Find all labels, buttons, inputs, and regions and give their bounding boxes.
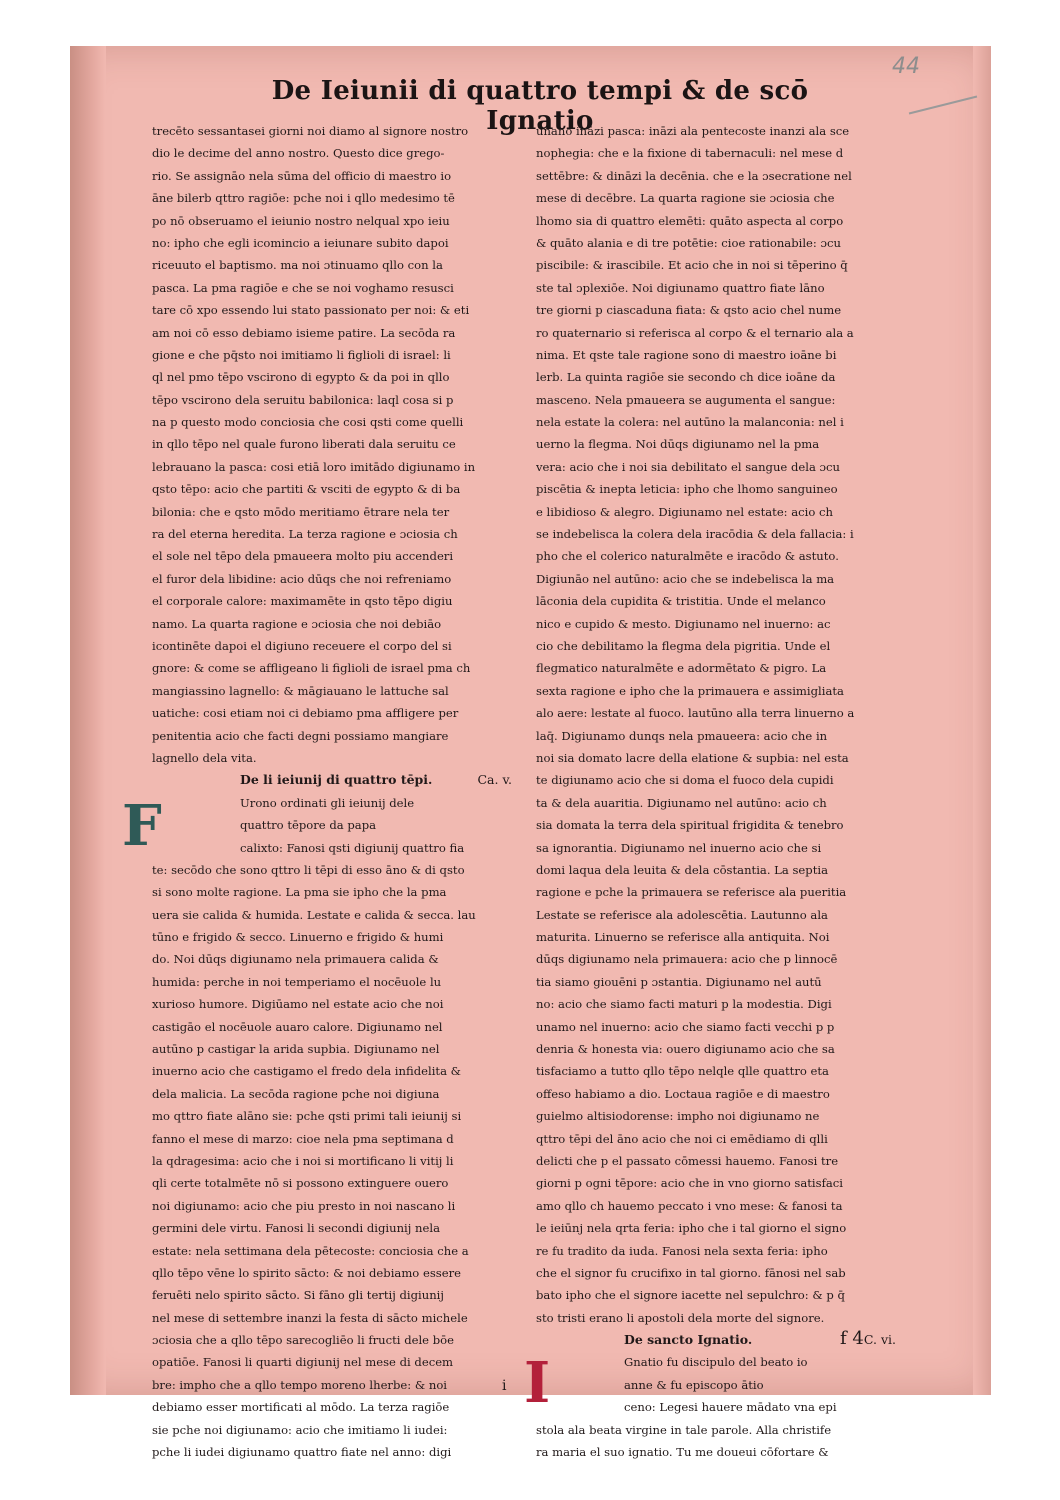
text-line: tare cō xpo essendo lui stato passionato per noi: & eti [152, 303, 470, 318]
text-line: vera: acio che i noi sia debilitato el sangue dela ɔcu [536, 459, 841, 474]
text-line: domi laqua dela leuita & dela cōstantia. La septia [536, 862, 828, 877]
text-line: guielmo altisiodorense: impho noi digiunamo ne [536, 1109, 820, 1124]
text-line: nela estate la colera: nel autūno la malanconia: nel i [536, 415, 844, 430]
text-line: quattro tēpore da papa [240, 818, 377, 833]
left-column-text [152, 120, 512, 769]
text-line: uerno la flegma. Noi dūqs digiunamo nel la pma [536, 437, 820, 452]
pencil-mark [909, 96, 977, 115]
text-line: tēpo vscirono dela seruitu babilonica: laql cosa si p [152, 392, 454, 407]
text-line: icontinēte dapoi el digiuno receuere el corpo del si [152, 638, 452, 653]
text-line: le ieiūnj nela qrta feria: ipho che i tal giorno el signo [536, 1221, 847, 1236]
text-line: & quāto alania e di tre potētie: cioe rationabile: ɔcu [536, 235, 841, 250]
signature-mark: f 4 [840, 1328, 864, 1349]
text-line: Gnatio fu discipulo del beato io [624, 1355, 808, 1370]
text-line: mo qttro fiate alāno sie: pche qsti primi tali ieiunij si [152, 1109, 462, 1124]
initial-block-f [122, 792, 512, 859]
text-line: sto tristi erano li apostoli dela morte del signore. [536, 1310, 825, 1325]
text-line: debiamo esser mortificati al mōdo. La terza ragiōe [152, 1400, 450, 1415]
text-line: tisfaciamo a tutto qllo tēpo nelqle qlle quattro eta [536, 1064, 829, 1079]
text-line: ragione e pche la primauera se referisce ala pueritia [536, 885, 847, 900]
text-line: opatiōe. Fanosi li quarti digiunij nel mese di decem [152, 1355, 454, 1370]
text-line: no: ipho che egli icomincio a ieiunare subito dapoi [152, 235, 449, 250]
text-line: gione e che pq̄sto noi imitiamo li figlioli di israel: li [152, 347, 451, 362]
text-line: sexta ragione e ipho che la primauera e assimigliata [536, 683, 844, 698]
text-line: nico e cupido & mesto. Digiunamo nel inuerno: ac [536, 616, 831, 631]
text-line: ste tal ɔplexiōe. Noi digiunamo quattro fiate lāno [536, 280, 825, 295]
text-line: delicti che p el passato cōmessi hauemo. Fanosi tre [536, 1153, 839, 1168]
text-line: maturita. Linuerno se referisce alla antiquita. Noi [536, 930, 830, 945]
text-line: offeso habiamo a dio. Loctaua ragiōe e di maestro [536, 1086, 830, 1101]
text-line: tia siamo giouēni p ɔstantia. Digiunamo nel autū [536, 974, 822, 989]
text-line: laq̄. Digiunamo dunqs nela pmaueera: acio che in [536, 728, 828, 743]
text-line: ɔciosia che a qllo tēpo sarecogliēo li fructi dele bōe [152, 1333, 454, 1348]
text-line: stola ala beata virgine in tale parole. Alla christife [536, 1422, 832, 1437]
chapter-heading-v [152, 769, 512, 791]
text-line: ceno: Legesi hauere mādato vna epi [624, 1400, 837, 1415]
text-line: namo. La quarta ragione e ɔciosia che noi debiāo [152, 616, 442, 631]
text-line: castigāo el nocēuole auaro calore. Digiunamo nel [152, 1019, 443, 1034]
text-line: fanno el mese di marzo: cioe nela pma septimana d [152, 1131, 454, 1146]
text-line: lāconia dela cupidita & tristitia. Unde el melanco [536, 594, 826, 609]
text-line: riceuuto el baptismo. ma noi ɔtinuamo qllo con la [152, 258, 443, 273]
text-line: cio che debilitamo la flegma dela pigritia. Unde el [536, 638, 831, 653]
left-column [122, 120, 512, 1463]
text-line: piscētia & inepta leticia: ipho che lhomo sanguineo [536, 482, 838, 497]
chapter-number: Ca. v. [477, 772, 512, 788]
text-line: sie pche noi digiunamo: acio che imitiamo li iudei: [152, 1422, 448, 1437]
text-line: tūno e frigido & secco. Linuerno e frigido & humi [152, 930, 444, 945]
text-line: el furor dela libidine: acio dūqs che noi refreniamo [152, 571, 452, 586]
text-line: sia domata la terra dela spiritual frigidita & tenebro [536, 818, 844, 833]
text-line: Urono ordinati gli ieiunij dele [240, 795, 415, 810]
decorated-initial: I [524, 1350, 551, 1417]
text-line: calixto: Fanosi qsti digiunij quattro fia [240, 840, 465, 855]
text-line: feruēti nelo spirito sācto. Si fāno gli tertij digiunij [152, 1288, 444, 1303]
text-line: bre: impho che a qllo tempo moreno lherbe: & noi [152, 1377, 448, 1392]
text-line: nophegia: che e la fixione di tabernaculi: nel mese d [536, 146, 844, 161]
text-line: la qdragesima: acio che i noi si mortificano li vitij li [152, 1153, 454, 1168]
text-line: dela malicia. La secōda ragione pche noi digiuna [152, 1086, 440, 1101]
text-line: mangiassino lagnello: & māgiauano le lattuche sal [152, 683, 449, 698]
chapter-title: De sancto Ignatio. [624, 1332, 753, 1348]
text-line: gnore: & come se affligeano li figlioli de israel pma ch [152, 661, 471, 676]
text-line: flegmatico naturalmēte e adormētato & pigro. La [536, 661, 827, 676]
right-column-text [536, 120, 896, 1329]
pencil-folio-number: 44 [892, 54, 920, 79]
text-line: uera sie calida & humida. Lestate e calida & secca. lau [152, 907, 476, 922]
text-line: autūno p castigar la arida supbia. Digiunamo nel [152, 1042, 440, 1057]
text-line: rio. Se assignāo nela sūma del officio di maestro io [152, 168, 452, 183]
text-line: lebrauano la pasca: cosi etiā loro imitādo digiunamo in [152, 459, 476, 474]
text-line: settēbre: & dināzi la decēnia. che e la ɔsecratione nel [536, 168, 852, 183]
text-line: penitentia acio che facti degni possiamo mangiare [152, 728, 449, 743]
text-line: unamo nel inuerno: acio che siamo facti vecchi p p [536, 1019, 835, 1034]
text-line: no: acio che siamo facti maturi p la modestia. Digi [536, 997, 832, 1012]
text-line: nima. Et qste tale ragione sono di maestro ioāne bi [536, 347, 837, 362]
page-binding [70, 46, 106, 1395]
text-line: trecēto sessantasei giorni noi diamo al signore nostro [152, 124, 469, 138]
running-header: De Ieiunii di quattro tempi & de scō Ignatio [271, 76, 809, 136]
text-line: ra del eterna heredita. La terza ragione e ɔciosia ch [152, 527, 458, 542]
text-line: e libidioso & alegro. Digiunamo nel estate: acio ch [536, 504, 834, 519]
text-line: dio le decime del anno nostro. Questo dice grego- [152, 146, 445, 161]
text-line: āne bilerb qttro ragiōe: pche noi i qllo medesimo tē [152, 191, 455, 206]
text-line: xurioso humore. Digiūamo nel estate acio che noi [152, 997, 444, 1012]
text-line: denria & honesta via: ouero digiunamo acio che sa [536, 1042, 835, 1057]
text-line: el corporale calore: maximamēte in qsto tēpo digiu [152, 594, 453, 609]
initial-lines [152, 792, 512, 859]
right-column [502, 120, 896, 1463]
text-line: am noi cō esso debiamo isieme patire. La secōda ra [152, 325, 456, 340]
text-line: ta & dela auaritia. Digiunamo nel autūno: acio ch [536, 795, 827, 810]
text-line: in qllo tēpo nel quale furono liberati dala seruitu ce [152, 437, 456, 452]
initial-block-i [502, 1350, 896, 1418]
text-line: anne & fu episcopo ātio [624, 1377, 764, 1392]
text-line: inuerno acio che castigamo el fredo dela infidelita & [152, 1064, 461, 1079]
text-line: che el signor fu crucifixo in tal giorno. fānosi nel sab [536, 1265, 846, 1280]
text-line: tre giorni p ciascaduna fiata: & qsto acio chel nume [536, 303, 842, 318]
text-line: ql nel pmo tēpo vscirono di egypto & da poi in qllo [152, 370, 450, 385]
text-line: qsto tēpo: acio che partiti & vsciti de egypto & di ba [152, 482, 461, 497]
text-line: te: secōdo che sono qttro li tēpi di esso āno & di qsto [152, 862, 465, 877]
text-line: pho che el colerico naturalmēte e iracōdo & astuto. [536, 549, 839, 564]
text-line: bilonia: che e qsto mōdo meritiamo ētrare nela ter [152, 504, 450, 519]
text-line: el sole nel tēpo dela pmaueera molto piu accenderi [152, 549, 454, 564]
text-line: piscibile: & irascibile. Et acio che in noi si tēperino q̄ [536, 258, 848, 273]
text-line: pasca. La pma ragiōe e che se noi voghamo resusci [152, 280, 454, 295]
text-line: noi sia domato lacre della elatione & supbia: nel esta [536, 750, 849, 765]
text-line: qli certe totalmēte nō si possono extinguere ouero [152, 1176, 449, 1191]
chapter-title: De li ieiunij di quattro tēpi. [240, 772, 433, 788]
text-line: amo qllo ch hauemo peccato i vno mese: & fanosi ta [536, 1198, 843, 1213]
text-line: masceno. Nela pmaueera se augumenta el sangue: [536, 392, 836, 407]
text-line: noi digiunamo: acio che piu presto in noi nascano li [152, 1198, 456, 1213]
text-line: ra maria el suo ignatio. Tu me doueui cōfortare & [536, 1445, 829, 1460]
text-line: estate: nela settimana dela pētecoste: conciosia che a [152, 1243, 469, 1258]
text-line: re fu tradito da iuda. Fanosi nela sexta feria: ipho [536, 1243, 828, 1258]
text-line: pche li iudei digiunamo quattro fiate nel anno: digi [152, 1445, 452, 1460]
text-line: nel mese di settembre inanzi la festa di sācto michele [152, 1310, 468, 1325]
page-edge [973, 46, 991, 1395]
text-line: po nō obseruamo el ieiunio nostro nelqual xpo ieiu [152, 213, 450, 228]
text-line: Digiunāo nel autūno: acio che se indebelisca la ma [536, 571, 835, 586]
text-line: se indebelisca la colera dela iracōdia & dela fallacia: i [536, 527, 854, 542]
scanned-page [70, 46, 991, 1460]
text-line: qllo tēpo vēne lo spirito sācto: & noi debiamo essere [152, 1265, 462, 1280]
text-line: te digiunamo acio che si doma el fuoco dela cupidi [536, 773, 834, 788]
text-line: mese di decēbre. La quarta ragione sie ɔciosia che [536, 191, 835, 206]
guide-letter: i [502, 1378, 507, 1395]
text-line: dūqs digiunamo nela primauera: acio che p linnocē [536, 952, 838, 967]
text-line: germini dele virtu. Fanosi li secondi digiunij nela [152, 1221, 440, 1236]
left-column-text-continued [152, 859, 512, 1464]
text-line: uatiche: cosi etiam noi ci debiamo pma affligere per [152, 706, 459, 721]
text-line: na p questo modo conciosia che cosi qsti come quelli [152, 415, 464, 430]
text-line: do. Noi dūqs digiunamo nela primauera calida & [152, 952, 439, 967]
text-line: qttro tēpi del āno acio che noi ci emēdiamo di qlli [536, 1131, 828, 1146]
text-line: si sono molte ragione. La pma sie ipho che la pma [152, 885, 447, 900]
text-line: ro quaternario si referisca al corpo & el ternario ala a [536, 325, 854, 340]
chapter-number: C. vi. [863, 1332, 896, 1348]
text-line: lerb. La quinta ragiōe sie secondo ch dice ioāne da [536, 370, 836, 385]
text-line: lhomo sia di quattro elemēti: quāto aspecta al corpo [536, 213, 844, 228]
text-line: unano ināzi pasca: ināzi ala pentecoste inanzi ala sce [536, 124, 850, 138]
right-column-text-continued [536, 1419, 896, 1464]
text-line: sa ignorantia. Digiunamo nel inuerno acio che si [536, 840, 822, 855]
text-line: lagnello dela vita. [152, 750, 257, 765]
text-line: giorni p ogni tēpore: acio che in vno giorno satisfaci [536, 1176, 843, 1191]
text-line: humida: perche in noi temperiamo el nocēuole lu [152, 974, 442, 989]
decorated-initial: F [122, 792, 162, 859]
text-line: Lestate se referisce ala adolescētia. Lautunno ala [536, 907, 828, 922]
text-line: bato ipho che el signore iacette nel sepulchro: & p q̄ [536, 1288, 845, 1303]
initial-lines [536, 1351, 896, 1418]
text-line: alo aere: lestate al fuoco. lautūno alla terra linuerno a [536, 706, 855, 721]
